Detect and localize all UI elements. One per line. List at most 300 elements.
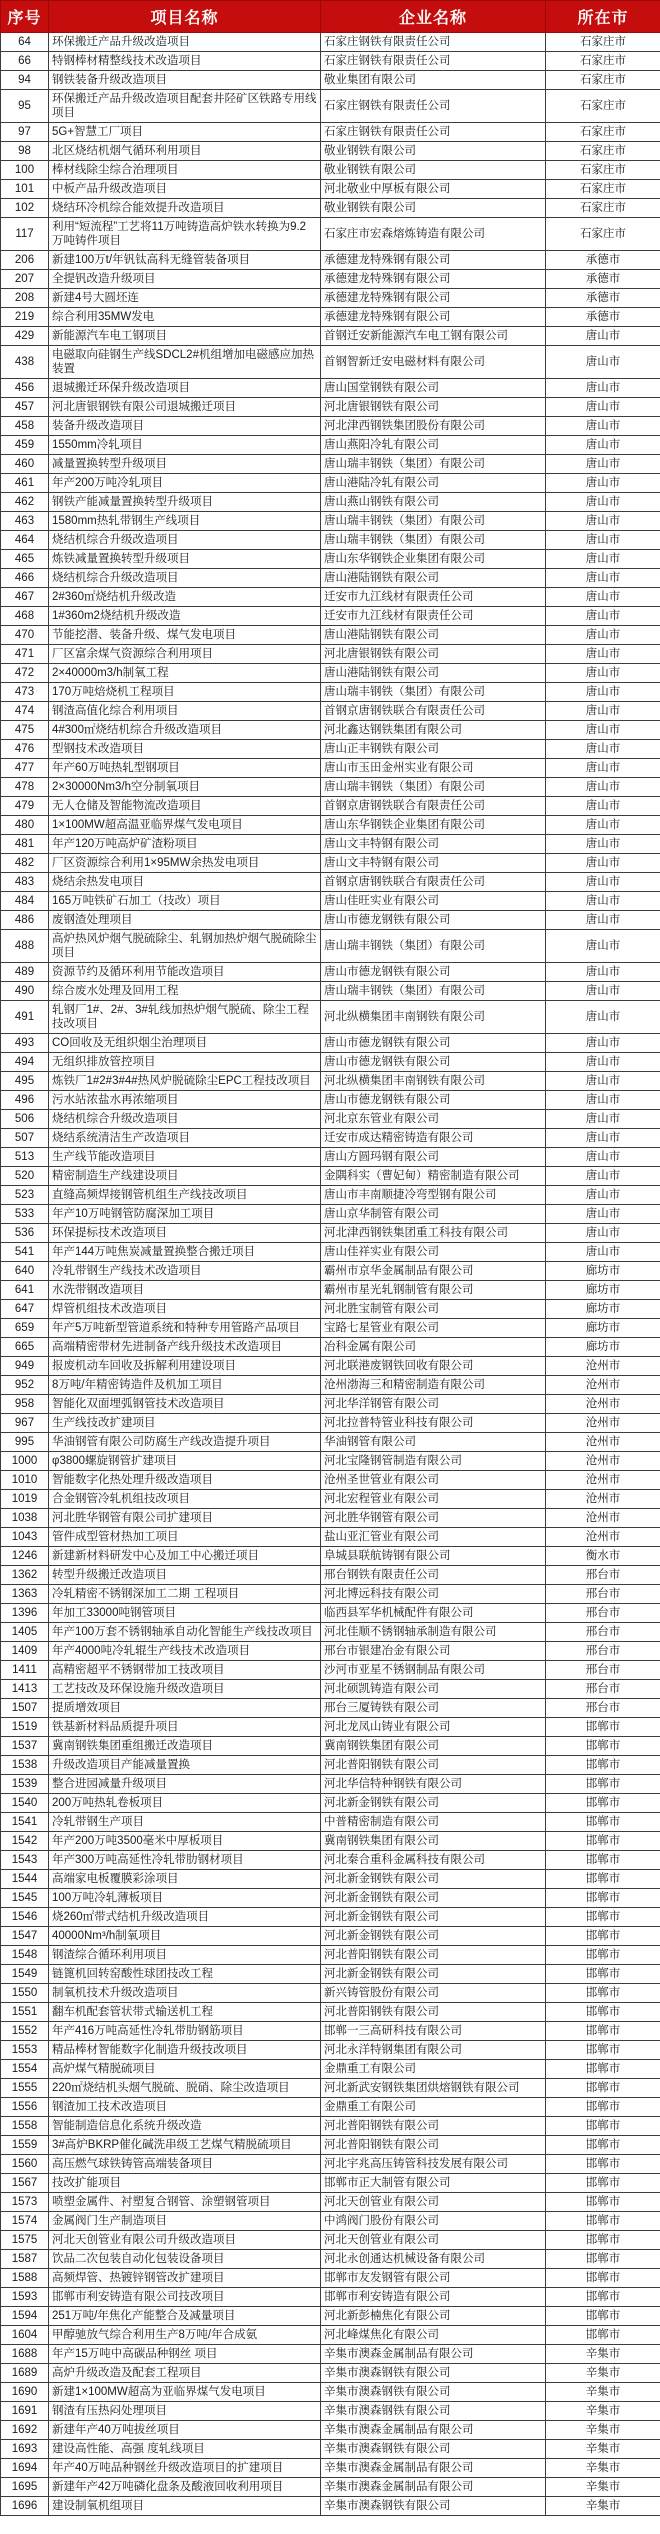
table-row: [1, 346, 660, 379]
city-cell: 唐山市: [546, 1053, 660, 1072]
table-row: [1, 1984, 660, 2003]
table-row: [1, 2497, 660, 2516]
company-name-cell: 河北峰煤焦化有限公司: [321, 2326, 546, 2345]
table-row: [1, 816, 660, 835]
project-name-cell: 251万吨/年焦化产能整合及减量项目: [49, 2307, 321, 2326]
row-number-cell: 1000: [1, 1452, 49, 1471]
row-number-cell: 1043: [1, 1528, 49, 1547]
table-row: [1, 142, 660, 161]
city-cell: 衡水市: [546, 1547, 660, 1566]
city-cell: 邯郸市: [546, 2041, 660, 2060]
city-cell: 邢台市: [546, 1604, 660, 1623]
table-row: [1, 2117, 660, 2136]
city-cell: 邯郸市: [546, 1965, 660, 1984]
city-cell: 沧州市: [546, 1376, 660, 1395]
table-row: [1, 1775, 660, 1794]
city-cell: 唐山市: [546, 816, 660, 835]
city-cell: 邯郸市: [546, 2136, 660, 2155]
project-name-cell: 特钢棒材精整线技术改造项目: [49, 52, 321, 71]
project-name-cell: 钢铁装备升级改造项目: [49, 71, 321, 90]
row-number-cell: 481: [1, 835, 49, 854]
city-cell: 石家庄市: [546, 142, 660, 161]
header-project-name: 项目名称: [49, 1, 321, 33]
table-row: [1, 2098, 660, 2117]
row-number-cell: 1587: [1, 2250, 49, 2269]
company-name-cell: 首钢智新迁安电磁材料有限公司: [321, 346, 546, 379]
city-cell: 邯郸市: [546, 1946, 660, 1965]
project-name-cell: 100万吨冷轧薄板项目: [49, 1889, 321, 1908]
company-name-cell: 河北敬业中厚板有限公司: [321, 180, 546, 199]
table-row: [1, 1452, 660, 1471]
row-number-cell: 464: [1, 531, 49, 550]
company-name-cell: 河北佳顺不锈钢轴承制造有限公司: [321, 1623, 546, 1642]
table-row: [1, 52, 660, 71]
company-name-cell: 唐山瑞丰钢铁（集团）有限公司: [321, 531, 546, 550]
city-cell: 邯郸市: [546, 1813, 660, 1832]
project-name-cell: 精品棒材智能数字化制造升级技改项目: [49, 2041, 321, 2060]
project-name-cell: 综合废水处理及回用工程: [49, 982, 321, 1001]
table-row: [1, 2193, 660, 2212]
city-cell: 辛集市: [546, 2364, 660, 2383]
company-name-cell: 唐山东华钢铁企业集团有限公司: [321, 550, 546, 569]
row-number-cell: 463: [1, 512, 49, 531]
company-name-cell: 敬业集团有限公司: [321, 71, 546, 90]
city-cell: 唐山市: [546, 664, 660, 683]
project-name-cell: 技改扩能项目: [49, 2174, 321, 2193]
row-number-cell: 486: [1, 911, 49, 930]
table-row: [1, 1414, 660, 1433]
company-name-cell: 中普精密制造有限公司: [321, 1813, 546, 1832]
company-name-cell: 石家庄钢铁有限责任公司: [321, 52, 546, 71]
table-row: [1, 2383, 660, 2402]
city-cell: 唐山市: [546, 531, 660, 550]
city-cell: 邢台市: [546, 1661, 660, 1680]
project-name-cell: 厂区资源综合利用1×95MW余热发电项目: [49, 854, 321, 873]
city-cell: 邯郸市: [546, 2212, 660, 2231]
project-name-cell: 退城搬迁环保升级改造项目: [49, 379, 321, 398]
project-name-cell: 高端家电板覆膜彩涂项目: [49, 1870, 321, 1889]
table-row: [1, 797, 660, 816]
city-cell: 邯郸市: [546, 1870, 660, 1889]
company-name-cell: 辛集市澳森钢铁有限公司: [321, 2497, 546, 2516]
city-cell: 辛集市: [546, 2440, 660, 2459]
company-name-cell: 河北纵横集团丰南钢铁有限公司: [321, 1001, 546, 1034]
city-cell: 邯郸市: [546, 1832, 660, 1851]
company-name-cell: 唐山燕山钢铁有限公司: [321, 493, 546, 512]
project-name-cell: 年产144万吨焦炭减量置换整合搬迁项目: [49, 1243, 321, 1262]
table-row: [1, 1604, 660, 1623]
project-name-cell: 170万吨焙烧机工程项目: [49, 683, 321, 702]
table-row: [1, 759, 660, 778]
table-row: [1, 645, 660, 664]
project-name-cell: 新建100万t/年钒钛高科无缝管装备项目: [49, 251, 321, 270]
row-number-cell: 100: [1, 161, 49, 180]
table-row: [1, 1661, 660, 1680]
table-header: [1, 1, 660, 33]
table-row: [1, 218, 660, 251]
project-name-cell: 新建年产40万吨拔丝项目: [49, 2421, 321, 2440]
company-name-cell: 唐山港陆钢铁有限公司: [321, 569, 546, 588]
city-cell: 辛集市: [546, 2478, 660, 2497]
row-number-cell: 1552: [1, 2022, 49, 2041]
company-name-cell: 迁安市成达精密铸造有限公司: [321, 1129, 546, 1148]
project-name-cell: 年产4000吨冷轧辊生产线技术改造项目: [49, 1642, 321, 1661]
table-row: [1, 1794, 660, 1813]
table-row: [1, 1927, 660, 1946]
company-name-cell: 河北联港废钢铁回收有限公司: [321, 1357, 546, 1376]
row-number-cell: 1409: [1, 1642, 49, 1661]
city-cell: 沧州市: [546, 1433, 660, 1452]
city-cell: 唐山市: [546, 379, 660, 398]
table-row: [1, 1129, 660, 1148]
table-row: [1, 1205, 660, 1224]
project-name-cell: 新建新材料研发中心及加工中心搬迁项目: [49, 1547, 321, 1566]
project-name-cell: φ3800螺旋钢管扩建项目: [49, 1452, 321, 1471]
row-number-cell: 478: [1, 778, 49, 797]
company-name-cell: 冀南钢铁集团有限公司: [321, 1737, 546, 1756]
company-name-cell: 唐山国堂钢铁有限公司: [321, 379, 546, 398]
row-number-cell: 1545: [1, 1889, 49, 1908]
city-cell: 唐山市: [546, 702, 660, 721]
project-name-cell: 无人仓储及智能物流改造项目: [49, 797, 321, 816]
city-cell: 唐山市: [546, 1205, 660, 1224]
company-name-cell: 迁安市九江线材有限责任公司: [321, 588, 546, 607]
row-number-cell: 1038: [1, 1509, 49, 1528]
row-number-cell: 1544: [1, 1870, 49, 1889]
city-cell: 唐山市: [546, 911, 660, 930]
table-row: [1, 1642, 660, 1661]
project-name-cell: 烧结余热发电项目: [49, 873, 321, 892]
project-name-cell: 5G+智慧工厂项目: [49, 123, 321, 142]
project-name-cell: 钢渣综合循环利用项目: [49, 1946, 321, 1965]
table-row: [1, 1395, 660, 1414]
city-cell: 邯郸市: [546, 2174, 660, 2193]
table-row: [1, 2288, 660, 2307]
project-name-cell: 4#300㎡烧结机综合升级改造项目: [49, 721, 321, 740]
row-number-cell: 1574: [1, 2212, 49, 2231]
table-row: [1, 911, 660, 930]
table-row: [1, 2174, 660, 2193]
row-number-cell: 949: [1, 1357, 49, 1376]
city-cell: 唐山市: [546, 493, 660, 512]
city-cell: 辛集市: [546, 2345, 660, 2364]
table-row: [1, 721, 660, 740]
city-cell: 辛集市: [546, 2421, 660, 2440]
project-name-cell: 烧结机综合升级改造项目: [49, 531, 321, 550]
row-number-cell: 480: [1, 816, 49, 835]
project-name-cell: 资源节约及循环利用节能改造项目: [49, 963, 321, 982]
company-name-cell: 首钢京唐钢铁联合有限责任公司: [321, 873, 546, 892]
project-name-cell: 直缝高频焊接钢管机组生产线技改项目: [49, 1186, 321, 1205]
company-name-cell: 河北博远科技有限公司: [321, 1585, 546, 1604]
company-name-cell: 邯郸市友发钢管有限公司: [321, 2269, 546, 2288]
project-name-cell: 链篦机回转窑酸性球团技改工程: [49, 1965, 321, 1984]
row-number-cell: 1573: [1, 2193, 49, 2212]
project-name-cell: 无组织排放管控项目: [49, 1053, 321, 1072]
project-name-cell: 炼铁减量置换转型升级项目: [49, 550, 321, 569]
company-name-cell: 敬业钢铁有限公司: [321, 161, 546, 180]
city-cell: 唐山市: [546, 474, 660, 493]
table-row: [1, 835, 660, 854]
table-row: [1, 2212, 660, 2231]
project-name-cell: 邯郸市利安铸造有限公司技改项目: [49, 2288, 321, 2307]
row-number-cell: 1556: [1, 2098, 49, 2117]
city-cell: 石家庄市: [546, 90, 660, 123]
company-name-cell: 邢台钢铁有限责任公司: [321, 1566, 546, 1585]
company-name-cell: 石家庄市宏森熔炼铸造有限公司: [321, 218, 546, 251]
company-name-cell: 河北唐银钢铁有限公司: [321, 398, 546, 417]
project-name-cell: 饮品二次包装自动化包装设备项目: [49, 2250, 321, 2269]
project-name-cell: 高压燃气球铁铸管高端装备项目: [49, 2155, 321, 2174]
row-number-cell: 462: [1, 493, 49, 512]
row-number-cell: 1363: [1, 1585, 49, 1604]
company-name-cell: 河北硕凯铸造有限公司: [321, 1680, 546, 1699]
table-body: [1, 33, 660, 2516]
city-cell: 唐山市: [546, 1148, 660, 1167]
table-row: [1, 1224, 660, 1243]
table-row: [1, 1623, 660, 1642]
table-row: [1, 1167, 660, 1186]
table-row: [1, 1281, 660, 1300]
project-name-cell: 电磁取向硅钢生产线SDCL2#机组增加电磁感应加热装置: [49, 346, 321, 379]
project-name-cell: 冷轧带钢生产线技术改造项目: [49, 1262, 321, 1281]
row-number-cell: 457: [1, 398, 49, 417]
company-name-cell: 沧州圣世管业有限公司: [321, 1471, 546, 1490]
project-name-cell: 1#360m2烧结机升级改造: [49, 607, 321, 626]
row-number-cell: 472: [1, 664, 49, 683]
city-cell: 廊坊市: [546, 1300, 660, 1319]
project-name-cell: 冷轧精密不锈钢深加工二期 工程项目: [49, 1585, 321, 1604]
row-number-cell: 523: [1, 1186, 49, 1205]
company-name-cell: 石家庄钢铁有限责任公司: [321, 123, 546, 142]
row-number-cell: 484: [1, 892, 49, 911]
table-row: [1, 1908, 660, 1927]
city-cell: 承德市: [546, 270, 660, 289]
table-row: [1, 1813, 660, 1832]
company-name-cell: 首钢京唐钢铁联合有限责任公司: [321, 702, 546, 721]
company-name-cell: 沧州渤海三和精密制造有限公司: [321, 1376, 546, 1395]
table-row: [1, 873, 660, 892]
table-row: [1, 1870, 660, 1889]
table-row: [1, 455, 660, 474]
company-name-cell: 唐山东华钢铁企业集团有限公司: [321, 816, 546, 835]
row-number-cell: 483: [1, 873, 49, 892]
table-row: [1, 1680, 660, 1699]
city-cell: 唐山市: [546, 1224, 660, 1243]
table-row: [1, 512, 660, 531]
city-cell: 辛集市: [546, 2459, 660, 2478]
company-name-cell: 唐山市德龙钢铁有限公司: [321, 963, 546, 982]
row-number-cell: 493: [1, 1034, 49, 1053]
company-name-cell: 敬业钢铁有限公司: [321, 142, 546, 161]
city-cell: 唐山市: [546, 759, 660, 778]
project-name-cell: 年产300万吨高延性冷轧带肋钢材项目: [49, 1851, 321, 1870]
project-name-cell: 烧260㎡带式结机升级改造项目: [49, 1908, 321, 1927]
project-name-cell: 钢铁产能减量置换转型升级项目: [49, 493, 321, 512]
company-name-cell: 河北华洋钢管有限公司: [321, 1395, 546, 1414]
table-row: [1, 251, 660, 270]
city-cell: 唐山市: [546, 327, 660, 346]
table-row: [1, 963, 660, 982]
project-name-cell: 环保搬迁产品升级改造项目配套井陉矿区铁路专用线项目: [49, 90, 321, 123]
table-row: [1, 1300, 660, 1319]
company-name-cell: 沙河市亚星不锈钢制品有限公司: [321, 1661, 546, 1680]
company-name-cell: 河北新金钢铁有限公司: [321, 1908, 546, 1927]
table-row: [1, 1357, 660, 1376]
company-name-cell: 辛集市澳森金属制品有限公司: [321, 2478, 546, 2497]
row-number-cell: 1692: [1, 2421, 49, 2440]
city-cell: 石家庄市: [546, 180, 660, 199]
city-cell: 唐山市: [546, 1072, 660, 1091]
table-row: [1, 2402, 660, 2421]
row-number-cell: 1537: [1, 1737, 49, 1756]
company-name-cell: 辛集市澳森金属制品有限公司: [321, 2459, 546, 2478]
row-number-cell: 1411: [1, 1661, 49, 1680]
table-row: [1, 778, 660, 797]
city-cell: 邯郸市: [546, 2155, 660, 2174]
row-number-cell: 459: [1, 436, 49, 455]
city-cell: 邯郸市: [546, 1737, 660, 1756]
header-company-name: 企业名称: [321, 1, 546, 33]
table-row: [1, 1756, 660, 1775]
row-number-cell: 470: [1, 626, 49, 645]
row-number-cell: 533: [1, 1205, 49, 1224]
company-name-cell: 金鼎重工有限公司: [321, 2060, 546, 2079]
city-cell: 石家庄市: [546, 123, 660, 142]
row-number-cell: 1507: [1, 1699, 49, 1718]
company-name-cell: 河北津西钢铁集团股份有限公司: [321, 417, 546, 436]
company-name-cell: 河北秦合重科金属科技有限公司: [321, 1851, 546, 1870]
project-name-cell: 高端精密带材先进制备产线升级技术改造项目: [49, 1338, 321, 1357]
row-number-cell: 1246: [1, 1547, 49, 1566]
city-cell: 唐山市: [546, 1034, 660, 1053]
city-cell: 唐山市: [546, 1129, 660, 1148]
row-number-cell: 477: [1, 759, 49, 778]
table-row: [1, 33, 660, 52]
city-cell: 沧州市: [546, 1357, 660, 1376]
project-name-cell: 1550mm冷轧项目: [49, 436, 321, 455]
company-name-cell: 河北普阳钢铁有限公司: [321, 1756, 546, 1775]
table-row: [1, 2440, 660, 2459]
table-row: [1, 2155, 660, 2174]
row-number-cell: 1519: [1, 1718, 49, 1737]
table-row: [1, 1471, 660, 1490]
project-name-cell: 综合利用35MW发电: [49, 308, 321, 327]
row-number-cell: 1604: [1, 2326, 49, 2345]
company-name-cell: 河北永创通达机械设备有限公司: [321, 2250, 546, 2269]
row-number-cell: 1546: [1, 1908, 49, 1927]
table-row: [1, 123, 660, 142]
project-name-cell: 转型升级搬迁改造项目: [49, 1566, 321, 1585]
row-number-cell: 665: [1, 1338, 49, 1357]
project-name-cell: 建设高性能、高强 度轧线项目: [49, 2440, 321, 2459]
project-name-cell: 焊管机组技术改造项目: [49, 1300, 321, 1319]
company-name-cell: 河北新彭楠焦化有限公司: [321, 2307, 546, 2326]
table-row: [1, 71, 660, 90]
row-number-cell: 207: [1, 270, 49, 289]
company-name-cell: 河北新金钢铁有限公司: [321, 1870, 546, 1889]
project-name-cell: 冀南钢铁集团重组搬迁改造项目: [49, 1737, 321, 1756]
city-cell: 唐山市: [546, 1091, 660, 1110]
row-number-cell: 659: [1, 1319, 49, 1338]
row-number-cell: 476: [1, 740, 49, 759]
table-row: [1, 1528, 660, 1547]
company-name-cell: 唐山瑞丰钢铁（集团）有限公司: [321, 778, 546, 797]
row-number-cell: 1695: [1, 2478, 49, 2497]
company-name-cell: 河北新金钢铁有限公司: [321, 1965, 546, 1984]
city-cell: 邯郸市: [546, 1851, 660, 1870]
row-number-cell: 506: [1, 1110, 49, 1129]
project-name-cell: 钢渣有压热闷处理项目: [49, 2402, 321, 2421]
row-number-cell: 1558: [1, 2117, 49, 2136]
row-number-cell: 429: [1, 327, 49, 346]
table-row: [1, 2269, 660, 2288]
table-row: [1, 626, 660, 645]
city-cell: 廊坊市: [546, 1338, 660, 1357]
project-name-cell: 高炉煤气精脱硫项目: [49, 2060, 321, 2079]
row-number-cell: 507: [1, 1129, 49, 1148]
project-name-cell: 烧结机综合升级改造项目: [49, 1110, 321, 1129]
company-name-cell: 河北普阳钢铁有限公司: [321, 2136, 546, 2155]
project-name-cell: 冷轧带钢生产项目: [49, 1813, 321, 1832]
company-name-cell: 唐山文丰特钢有限公司: [321, 854, 546, 873]
row-number-cell: 952: [1, 1376, 49, 1395]
row-number-cell: 490: [1, 982, 49, 1001]
row-number-cell: 958: [1, 1395, 49, 1414]
row-number-cell: 536: [1, 1224, 49, 1243]
company-name-cell: 华油钢管有限公司: [321, 1433, 546, 1452]
project-name-cell: 新建4号大圆坯连: [49, 289, 321, 308]
city-cell: 廊坊市: [546, 1262, 660, 1281]
header-serial-number: 序号: [1, 1, 49, 33]
city-cell: 邯郸市: [546, 2060, 660, 2079]
project-name-cell: 中板产品升级改造项目: [49, 180, 321, 199]
project-name-cell: 高精密超平不锈钢带加工技改项目: [49, 1661, 321, 1680]
company-name-cell: 阜城县联航铸钢有限公司: [321, 1547, 546, 1566]
row-number-cell: 1554: [1, 2060, 49, 2079]
table-row: [1, 2041, 660, 2060]
company-name-cell: 河北天创管业有限公司: [321, 2193, 546, 2212]
company-name-cell: 辛集市澳森钢铁有限公司: [321, 2364, 546, 2383]
table-row: [1, 740, 660, 759]
company-name-cell: 辛集市澳森金属制品有限公司: [321, 2345, 546, 2364]
company-name-cell: 敬业钢铁有限公司: [321, 199, 546, 218]
row-number-cell: 647: [1, 1300, 49, 1319]
project-name-cell: 智能化双面埋弧钢管技术改造项目: [49, 1395, 321, 1414]
row-number-cell: 66: [1, 52, 49, 71]
row-number-cell: 1594: [1, 2307, 49, 2326]
row-number-cell: 102: [1, 199, 49, 218]
row-number-cell: 1549: [1, 1965, 49, 1984]
company-name-cell: 河北唐银钢铁有限公司: [321, 645, 546, 664]
city-cell: 唐山市: [546, 550, 660, 569]
company-name-cell: 辛集市澳森金属制品有限公司: [321, 2421, 546, 2440]
company-name-cell: 唐山瑞丰钢铁（集团）有限公司: [321, 683, 546, 702]
city-cell: 唐山市: [546, 778, 660, 797]
table-row: [1, 2250, 660, 2269]
row-number-cell: 467: [1, 588, 49, 607]
project-name-cell: 钢渣高值化综合利用项目: [49, 702, 321, 721]
city-cell: 沧州市: [546, 1528, 660, 1547]
project-name-cell: 喷塑金属件、衬塑复合钢管、涂塑钢管项目: [49, 2193, 321, 2212]
project-name-cell: CO回收及无组织烟尘治理项目: [49, 1034, 321, 1053]
table-row: [1, 2326, 660, 2345]
table-row: [1, 2345, 660, 2364]
project-name-cell: 合金钢管冷轧机组技改项目: [49, 1490, 321, 1509]
company-name-cell: 霸州市星光轧钢制管有限公司: [321, 1281, 546, 1300]
project-name-cell: 智能数字化热处理升级改造项目: [49, 1471, 321, 1490]
company-name-cell: 承德建龙特殊钢有限公司: [321, 289, 546, 308]
